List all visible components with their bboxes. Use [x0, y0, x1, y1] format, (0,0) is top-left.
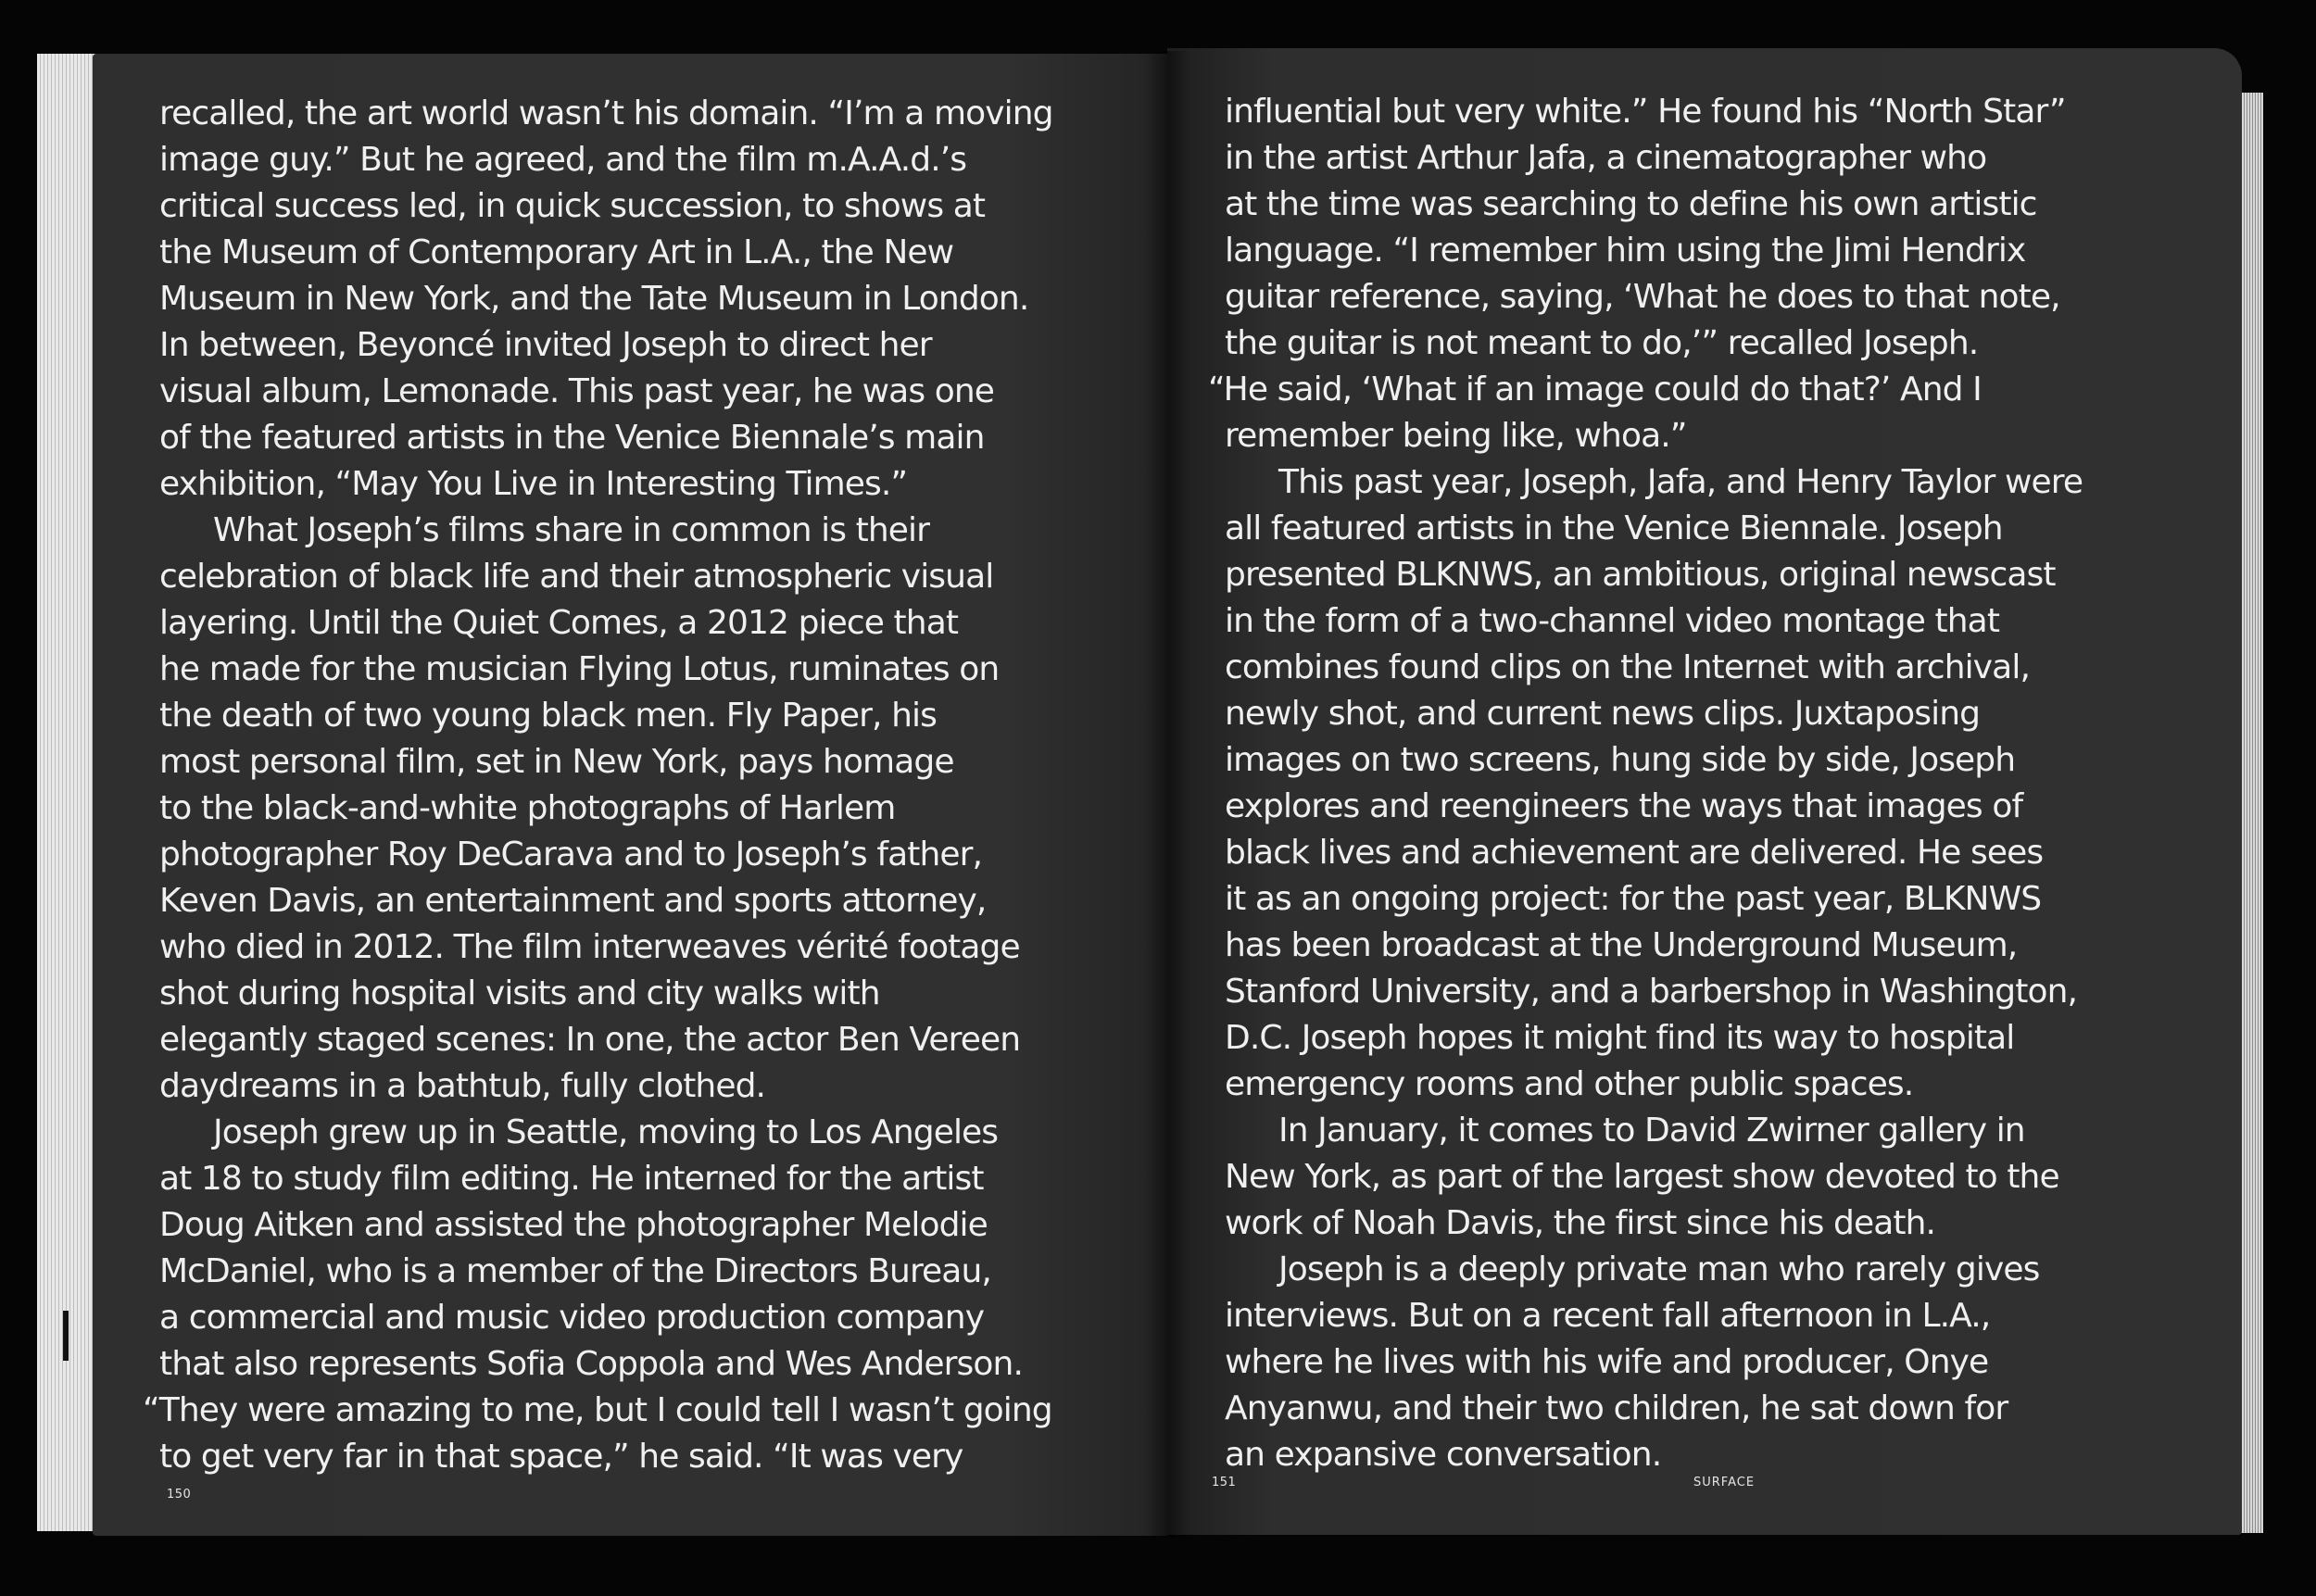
- text-line: where he lives with his wife and producer, Onye: [1225, 1343, 1989, 1381]
- text-line: Anyanwu, and their two children, he sat down for: [1225, 1389, 2008, 1427]
- right-page-body-text: [1208, 89, 2188, 1478]
- text-line: Stanford University, and a barbershop in Washington,: [1225, 973, 2078, 1011]
- text-line: celebration of black life and their atmospheric visual: [159, 558, 994, 596]
- text-line: images on two screens, hung side by side, Joseph: [1225, 741, 2016, 779]
- text-line: most personal film, set in New York, pays homage: [159, 743, 954, 781]
- text-line: Keven Davis, an entertainment and sports attorney,: [159, 882, 987, 920]
- running-footer: SURFACE: [1693, 1476, 1756, 1489]
- paragraph-start-line: What Joseph’s films share in common is their: [213, 511, 930, 549]
- text-line: presented BLKNWS, an ambitious, original newscast: [1225, 556, 2056, 594]
- text-line: McDaniel, who is a member of the Directors Bureau,: [159, 1252, 991, 1290]
- text-line: shot during hospital visits and city walks with: [159, 974, 880, 1012]
- text-line: In between, Beyoncé invited Joseph to direct her: [159, 326, 932, 364]
- text-line: D.C. Joseph hopes it might find its way to hospital: [1225, 1019, 2015, 1057]
- page-number-right: 151: [1212, 1476, 1237, 1489]
- spine-gutter: [1144, 51, 1190, 1538]
- text-line: it as an ongoing project: for the past year, BLKNWS: [1225, 880, 2042, 918]
- paragraph-start-line: Joseph is a deeply private man who rarely gives: [1278, 1250, 2040, 1288]
- text-line: newly shot, and current news clips. Juxtaposing: [1225, 695, 1981, 733]
- text-line: layering. Until the Quiet Comes, a 2012 piece that: [159, 604, 959, 642]
- text-line: at the time was searching to define his own artistic: [1225, 185, 2037, 223]
- text-line: photographer Roy DeCarava and to Joseph’s father,: [159, 836, 983, 873]
- text-line: Doug Aitken and assisted the photographer Melodie: [159, 1206, 988, 1244]
- text-line: remember being like, whoa.”: [1225, 417, 1687, 455]
- text-line: emergency rooms and other public spaces.: [1225, 1065, 1914, 1103]
- text-line: to the black-and-white photographs of Harlem: [159, 789, 896, 827]
- text-line: critical success led, in quick succession, to shows at: [159, 187, 986, 225]
- text-line: interviews. But on a recent fall afternoon in L.A.,: [1225, 1297, 1991, 1335]
- text-line: image guy.” But he agreed, and the film m.A.A.d.’s: [159, 141, 967, 179]
- text-line: in the form of a two-channel video montage that: [1225, 602, 2000, 640]
- text-line: influential but very white.” He found his “North Star”: [1225, 93, 2066, 131]
- text-line: exhibition, “May You Live in Interesting Times.”: [159, 465, 908, 503]
- text-line: of the featured artists in the Venice Biennale’s main: [159, 419, 985, 457]
- text-line: New York, as part of the largest show devoted to the: [1225, 1158, 2059, 1196]
- text-line: in the artist Arthur Jafa, a cinematographer who: [1225, 139, 1987, 177]
- text-line: an expansive conversation.: [1225, 1436, 1662, 1474]
- text-line: the Museum of Contemporary Art in L.A., the New: [159, 233, 954, 271]
- text-line: black lives and achievement are delivered. He sees: [1225, 834, 2044, 872]
- text-line: he made for the musician Flying Lotus, ruminates on: [159, 650, 1000, 688]
- text-line: the death of two young black men. Fly Paper, his: [159, 697, 937, 735]
- text-line: that also represents Sofia Coppola and Wes Anderson.: [159, 1345, 1023, 1383]
- text-line: work of Noah Davis, the first since his death.: [1225, 1204, 1936, 1242]
- text-line: elegantly staged scenes: In one, the actor Ben Vereen: [159, 1021, 1021, 1059]
- text-line: the guitar is not meant to do,’” recalled Joseph.: [1225, 324, 1979, 362]
- text-line: all featured artists in the Venice Biennale. Joseph: [1225, 509, 2003, 547]
- text-line: daydreams in a bathtub, fully clothed.: [159, 1067, 766, 1105]
- paragraph-start-line: Joseph grew up in Seattle, moving to Los Angeles: [213, 1113, 999, 1151]
- text-line: Museum in New York, and the Tate Museum in London.: [159, 280, 1029, 318]
- text-line: at 18 to study film editing. He interned for the artist: [159, 1160, 984, 1198]
- text-line: “He said, ‘What if an image could do that?’ And I: [1208, 371, 1982, 408]
- text-line: explores and reengineers the ways that images of: [1225, 787, 2023, 825]
- text-line: “They were amazing to me, but I could tell I wasn’t going: [143, 1391, 1052, 1429]
- text-line: language. “I remember him using the Jimi Hendrix: [1225, 232, 2026, 270]
- text-line: a commercial and music video production company: [159, 1299, 985, 1337]
- text-line: to get very far in that space,” he said. “It was very: [159, 1438, 963, 1476]
- page-number-left: 150: [167, 1488, 192, 1502]
- left-page-body-text: [143, 91, 1123, 1480]
- paragraph-start-line: In January, it comes to David Zwirner gallery in: [1278, 1112, 2025, 1150]
- text-line: guitar reference, saying, ‘What he does to that note,: [1225, 278, 2060, 316]
- text-line: recalled, the art world wasn’t his domain. “I’m a moving: [159, 94, 1053, 132]
- binding-mark: [63, 1311, 69, 1361]
- text-line: visual album, Lemonade. This past year, he was one: [159, 372, 995, 410]
- text-line: who died in 2012. The film interweaves vérité footage: [159, 928, 1020, 966]
- paragraph-start-line: This past year, Joseph, Jafa, and Henry Taylor were: [1278, 463, 2083, 501]
- text-line: combines found clips on the Internet with archival,: [1225, 648, 2030, 686]
- text-line: has been broadcast at the Underground Museum,: [1225, 926, 2018, 964]
